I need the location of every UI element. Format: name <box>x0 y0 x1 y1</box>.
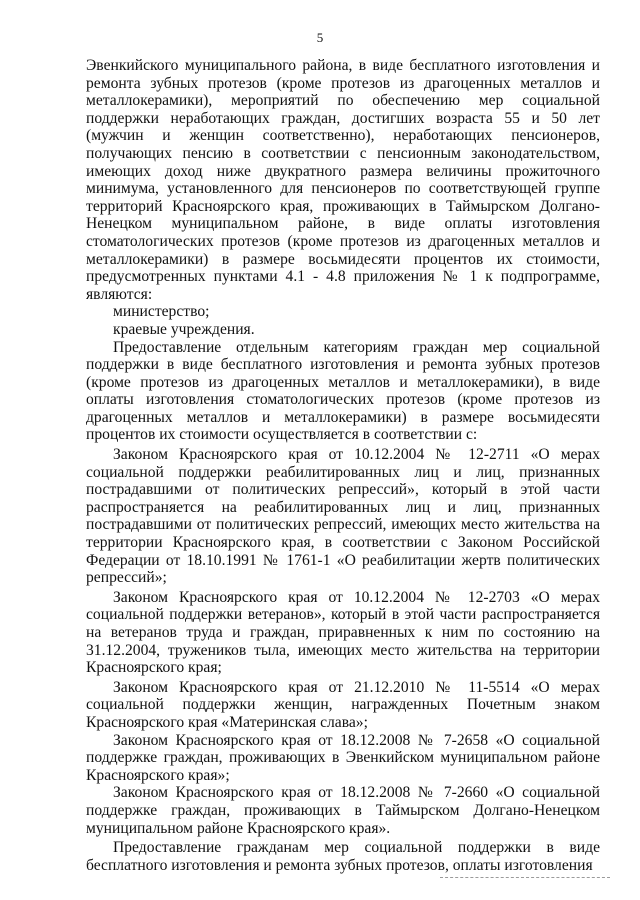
paragraph-law-11-5514: Законом Красноярского края от 21.12.2010 № 11-5514 «О мерах социальной поддержки женщин, награжденных Почетным знаком Красноярского края «Материнская слава»; <box>86 678 600 731</box>
list-item-institutions: краевые учреждения. <box>113 320 255 338</box>
paragraph-provision: Предоставление отдельным категориям граждан мер социальной поддержки в виде бесплатного изготовления и ремонта зубных протезов (кроме протезов из драгоценных металлов и металлокерамики), в виде оплаты изготовления стоматологических протезов (кроме протезов из драгоценных металлов и металлокерамики) в размере восьмидесяти процентов их стоимости осуществляется в соответствии с: <box>86 338 600 444</box>
paragraph-law-12-2703: Законом Красноярского края от 10.12.2004 № 12-2703 «О мерах социальной поддержки ветеранов», который в этой части распространяется на ветеранов труда и граждан, приравненных к ним по состоянию на 31.12.2004, тружеников тыла, имеющих место жительства на территории Красноярского края; <box>86 588 600 677</box>
list-item-ministry: министерство; <box>113 303 210 321</box>
paragraph-final: Предоставление гражданам мер социальной поддержки в виде бесплатного изготовления и ремонта зубных протезов, оплаты изготовления <box>86 839 600 874</box>
paragraph-continuation: Эвенкийского муниципального района, в виде бесплатного изготовления и ремонта зубных протезов (кроме протезов из драгоценных металлов и металлокерамики), мероприятий по обеспечению мер социальной поддержки неработающих граждан, достигших возраста 55 и 50 лет (мужчин и женщин соответственно), неработающих пенсионеров, получающих пенсию в соответствии с пенсионным законодательством, имеющих доход ниже двукратного размера величины прожиточного минимума, установленного для пенсионеров по соответствующей группе территорий Красноярского края, проживающих в Таймырском Долгано-Ненецком муниципальном районе, в виде оплаты изготовления стоматологических протезов (кроме протезов из драгоценных металлов и металлокерамики) в размере восьмидесяти процентов их стоимости, предусмотренных пунктами 4.1 - 4.8 приложения № 1 к подпрограмме, являются: <box>86 57 600 303</box>
document-body <box>86 57 600 874</box>
paragraph-law-7-2658: Законом Красноярского края от 18.12.2008 № 7-2658 «О социальной поддержке граждан, проживающих в Эвенкийском муниципальном районе Красноярского края»; <box>86 731 600 784</box>
footer-rule <box>440 877 610 878</box>
page-number: 5 <box>316 30 324 45</box>
paragraph-law-12-2711: Законом Красноярского края от 10.12.2004 № 12-2711 «О мерах социальной поддержки реабилитированных лиц и лиц, признанных пострадавшими от политических репрессий», который в этой части распространяется на реабилитированных лиц и лиц, признанных пострадавшими от политических репрессий, имеющих место жительства на территории Красноярского края, в соответствии с Законом Российской Федерации от 18.10.1991 № 1761-1 «О реабилитации жертв политических репрессий»; <box>86 446 600 587</box>
paragraph-law-7-2660: Законом Красноярского края от 18.12.2008 № 7-2660 «О социальной поддержке граждан, проживающих в Таймырском Долгано-Ненецком муниципальном районе Красноярского края». <box>86 784 600 837</box>
